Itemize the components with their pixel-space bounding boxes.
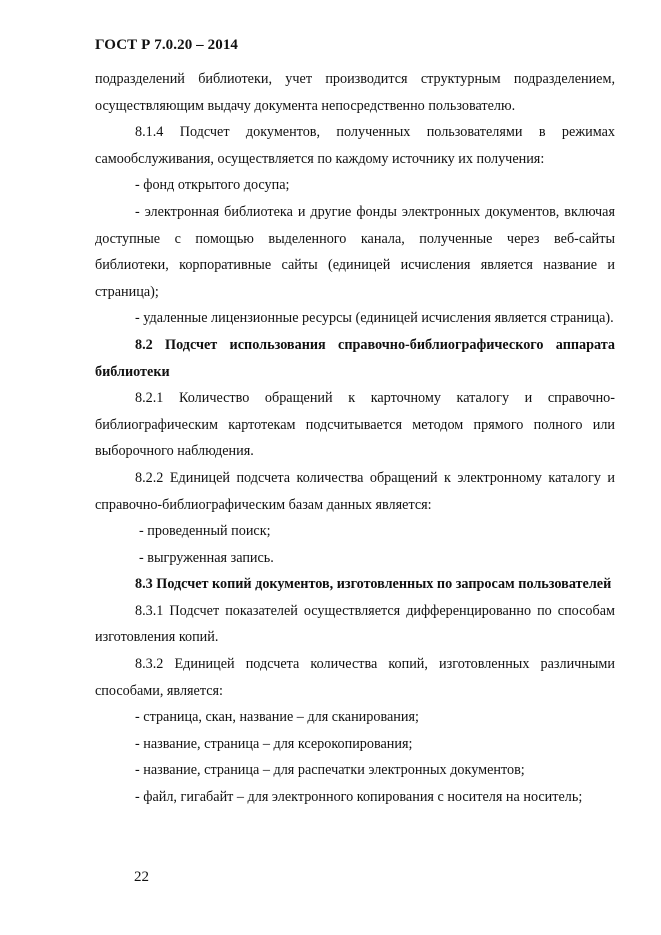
list-item: - название, страница – для ксерокопирования; <box>135 735 413 752</box>
paragraph-8-1-4: 8.1.4 Подсчет документов, полученных пользователями в режимах самообслуживания, осуществляется по каждому источнику их получения: <box>95 124 615 167</box>
section-heading-8-2: 8.2 Подсчет использования справочно-библиографического аппарата библиотеки <box>95 336 615 380</box>
paragraph-continuation: подразделений библиотеки, учет производится структурным подразделением, осуществляющим выдачу документа непосредственно пользователю. <box>95 71 615 114</box>
paragraph-8-3-1: 8.3.1 Подсчет показателей осуществляется дифференцированно по способам изготовления копий. <box>95 602 615 646</box>
document-header: ГОСТ Р 7.0.20 – 2014 <box>95 37 239 53</box>
list-item: - фонд открытого досупа; <box>135 177 290 194</box>
document-body <box>95 66 615 811</box>
page-number: 22 <box>134 869 149 885</box>
section-heading-8-3: 8.3 Подсчет копий документов, изготовленных по запросам пользователей <box>135 576 612 593</box>
paragraph-8-3-2: 8.3.2 Единицей подсчета количества копий, изготовленных различными способами, является: <box>95 656 615 699</box>
list-item: - проведенный поиск; <box>139 523 271 540</box>
paragraph-8-2-2: 8.2.2 Единицей подсчета количества обращений к электронному каталогу и справочно-библиографическим базам данных является: <box>95 469 615 513</box>
list-item: - страница, скан, название – для сканирования; <box>135 709 419 726</box>
list-item: - электронная библиотека и другие фонды электронных документов, включая доступные с помощью выделенного канала, полученные через веб-сайты библиотеки, корпоративные сайты (единицей исчисления является название и страница); <box>95 203 615 300</box>
list-item: - файл, гигабайт – для электронного копирования с носителя на носитель; <box>135 789 583 806</box>
list-item: - название, страница – для распечатки электронных документов; <box>135 762 525 779</box>
list-item: - выгруженная запись. <box>139 549 274 566</box>
paragraph-8-2-1: 8.2.1 Количество обращений к карточному каталогу и справочно-библиографическим картотекам подсчитывается методом прямого полного или выборочного наблюдения. <box>95 390 615 460</box>
list-item: - удаленные лицензионные ресурсы (единицей исчисления является страница). <box>135 310 614 327</box>
